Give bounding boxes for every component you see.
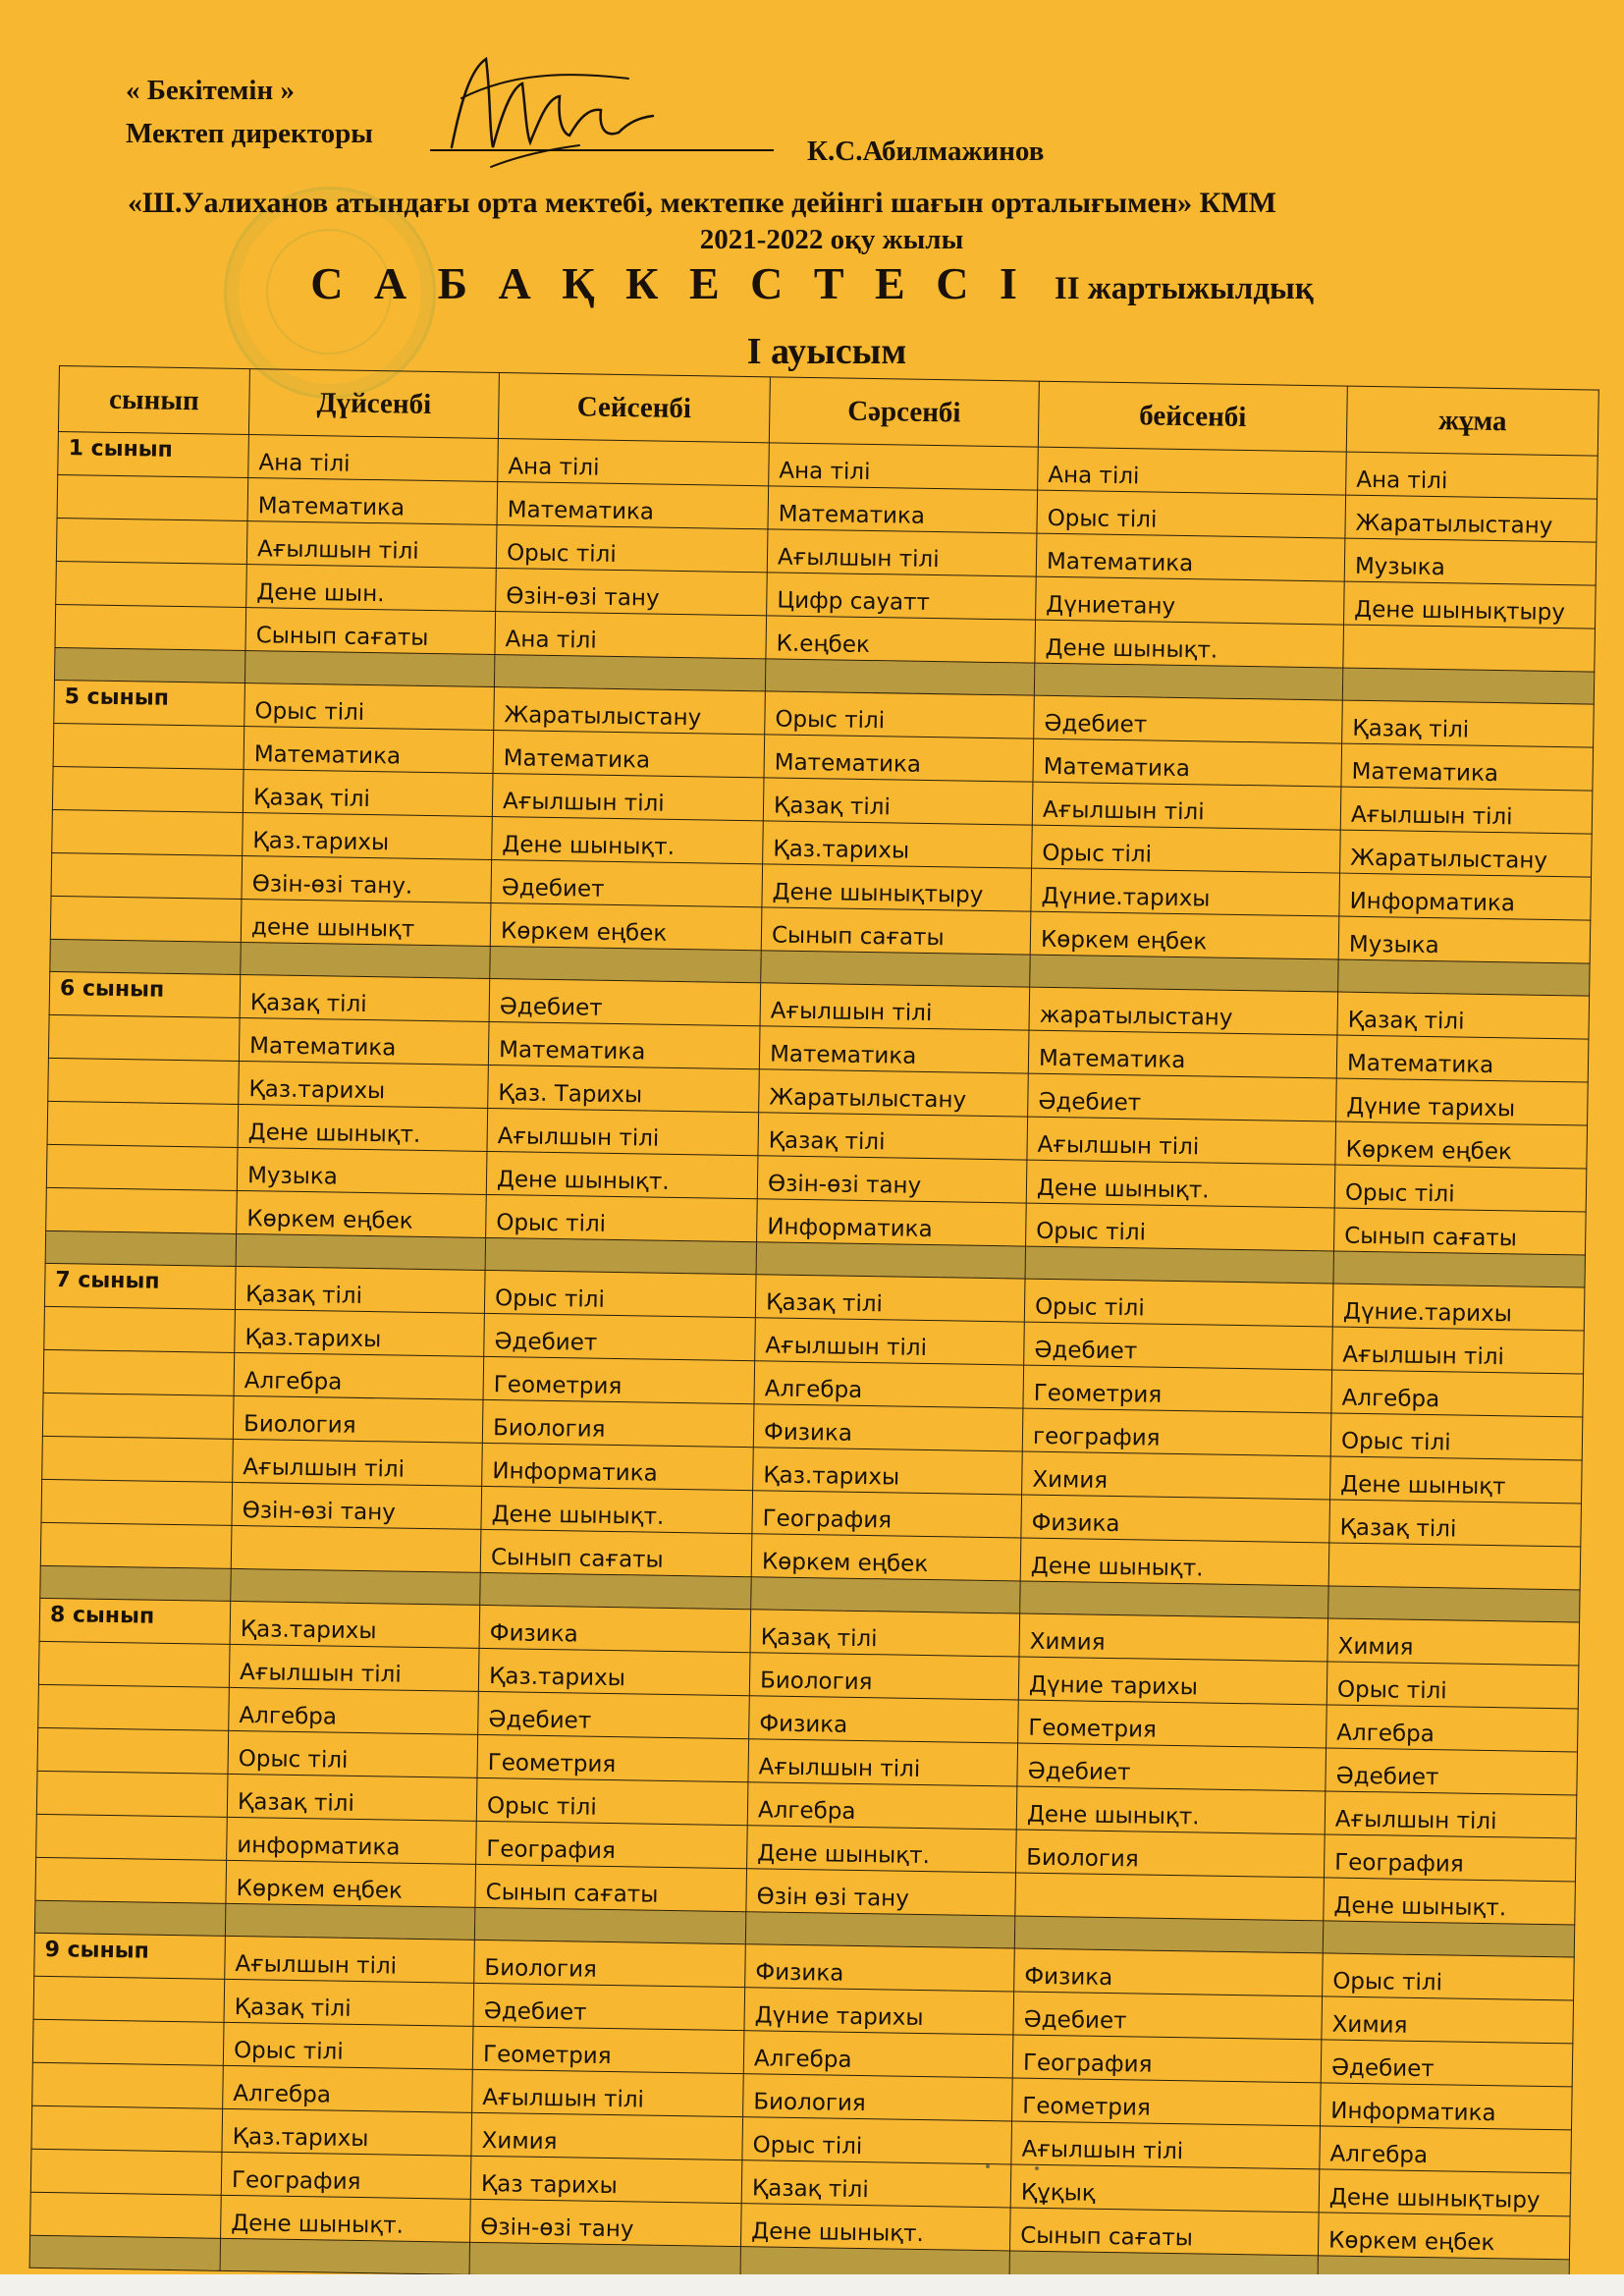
lesson-cell: Қазақ тілі <box>1342 700 1595 747</box>
class-cell <box>37 1727 229 1774</box>
lesson-cell: Физика <box>479 1605 751 1652</box>
lesson-cell: Ағылшын тілі <box>225 1936 475 1983</box>
lesson-cell: Әдебиет <box>1326 1748 1578 1795</box>
lesson-cell: Әдебиет <box>1321 2040 1573 2087</box>
lesson-cell <box>1343 625 1596 672</box>
lesson-cell: Алгебра <box>1331 1370 1584 1417</box>
lesson-cell: Физика <box>745 1944 1015 1992</box>
lesson-cell: Өзін-өзі тану <box>757 1156 1027 1203</box>
lesson-cell: Қазақ тілі <box>235 1266 485 1313</box>
class-cell <box>32 2019 224 2065</box>
lesson-cell: Орыс тілі <box>223 2022 473 2069</box>
lesson-cell: Жаратылыстану <box>759 1069 1029 1117</box>
lesson-cell: Цифр сауатт <box>767 573 1037 620</box>
lesson-cell: Дүниетану <box>1036 576 1345 625</box>
lesson-cell: Қазақ тілі <box>758 1113 1028 1160</box>
lesson-cell: Сынып сағаты <box>761 907 1031 955</box>
column-header-monday: Дүйсенбі <box>248 369 499 439</box>
class-label: 9 сынып <box>34 1933 226 1979</box>
lesson-cell: Жаратылыстану <box>1340 830 1593 877</box>
lesson-cell: Математика <box>493 730 765 777</box>
lesson-cell: Орыс тілі <box>1334 1165 1587 1212</box>
class-cell <box>57 474 248 520</box>
lesson-cell: Дүние тарихы <box>1018 1657 1327 1705</box>
lesson-cell: Орыс тілі <box>1323 1953 1575 2000</box>
lesson-cell: Жаратылыстану <box>1345 495 1597 542</box>
separator-cell <box>241 942 490 978</box>
lesson-cell: Дене шынықтыру <box>1319 2169 1571 2216</box>
lesson-cell: Дене шынықт. <box>1026 1160 1335 1208</box>
lesson-cell: Математика <box>768 486 1038 533</box>
lesson-cell: Ағылшын тілі <box>1032 782 1341 830</box>
column-header-tuesday: Сейсенбі <box>498 373 770 443</box>
lesson-cell: Дене шынықт <box>1330 1456 1583 1503</box>
lesson-cell: Дене шынықт. <box>1035 620 1344 668</box>
lesson-cell: Математика <box>488 1021 760 1068</box>
class-cell <box>35 1857 227 1903</box>
lesson-cell: Информатика <box>482 1443 754 1490</box>
lesson-cell: Математика <box>1033 738 1342 787</box>
lesson-cell: Информатика <box>757 1199 1027 1246</box>
lesson-cell: Қазақ тілі <box>1337 992 1590 1039</box>
lesson-cell: Көркем еңбек <box>1335 1121 1588 1169</box>
class-cell <box>42 1393 234 1439</box>
lesson-cell: Қазақ тілі <box>741 2160 1011 2208</box>
lesson-cell: Алгебра <box>754 1361 1024 1408</box>
scan-edge <box>0 2274 1624 2296</box>
lesson-cell: Қазақ тілі <box>763 778 1033 825</box>
lesson-cell: Әдебиет <box>1013 1992 1323 2040</box>
lesson-cell: Әдебиет <box>1017 1743 1326 1791</box>
lesson-cell: Қаз. Тарихы <box>488 1065 760 1112</box>
class-cell <box>53 723 244 769</box>
lesson-cell: Музыка <box>1338 916 1591 963</box>
lesson-cell: Биология <box>474 1940 746 1987</box>
lesson-cell: Қаз.тарихы <box>753 1448 1023 1495</box>
lesson-cell: Орыс тілі <box>1032 825 1341 873</box>
lesson-cell: Ағылшын тілі <box>229 1644 479 1691</box>
class-cell <box>52 766 244 812</box>
lesson-cell: Орыс тілі <box>484 1270 756 1317</box>
lesson-cell: Физика <box>1021 1495 1330 1543</box>
shift-label: І ауысым <box>746 331 907 372</box>
lesson-cell: Қаз.тарихы <box>478 1648 750 1695</box>
lesson-cell: Қаз.тарихы <box>235 1309 485 1356</box>
lesson-cell: Математика <box>497 482 769 529</box>
class-cell <box>38 1684 230 1730</box>
separator-cell <box>756 1242 1025 1279</box>
class-cell <box>55 604 246 650</box>
lesson-cell: Ана тілі <box>495 612 767 659</box>
class-cell <box>43 1349 235 1395</box>
lesson-cell: жаратылыстану <box>1029 987 1338 1035</box>
scan-speck <box>1035 2166 1039 2170</box>
lesson-cell: К.еңбек <box>766 616 1036 663</box>
lesson-cell: Химия <box>1322 1996 1574 2044</box>
column-header-wednesday: Сәрсенбі <box>769 377 1039 447</box>
lesson-cell: Математика <box>759 1026 1029 1073</box>
lesson-cell: Қазақ тілі <box>755 1275 1025 1322</box>
lesson-cell: Ағылшын тілі <box>1027 1117 1336 1165</box>
scan-speck <box>986 2164 990 2168</box>
lesson-cell: Математика <box>1336 1035 1589 1082</box>
lesson-cell: Дене шынықтыру <box>762 864 1032 911</box>
lesson-cell: Әдебиет <box>1024 1322 1333 1370</box>
lesson-cell: Ағылшын тілі <box>492 773 764 820</box>
lesson-cell <box>231 1525 481 1572</box>
separator-cell <box>494 655 765 691</box>
separator-cell <box>1030 955 1338 992</box>
separator-cell <box>54 647 244 683</box>
lesson-cell: Сынып сағаты <box>245 608 496 655</box>
lesson-cell: Биология <box>482 1399 754 1447</box>
lesson-cell: Дене шынықт. <box>481 1486 753 1533</box>
lesson-cell: Орыс тілі <box>1037 490 1346 538</box>
lesson-cell: География <box>1324 1834 1576 1882</box>
lesson-cell: География <box>476 1821 748 1868</box>
class-cell <box>48 1058 240 1104</box>
schedule-table <box>29 365 1599 2292</box>
separator-cell <box>29 2235 220 2270</box>
separator-cell <box>1342 668 1594 704</box>
lesson-cell: Ана тілі <box>248 435 499 482</box>
lesson-cell: Математика <box>244 727 494 774</box>
lesson-cell: Сынып сағаты <box>1333 1208 1586 1255</box>
separator-cell <box>244 651 494 687</box>
separator-cell <box>1328 1586 1580 1622</box>
class-cell <box>56 518 247 564</box>
lesson-cell: Дене шынықт. <box>486 1151 758 1198</box>
separator-cell <box>745 1912 1014 1948</box>
lesson-cell: Көркем еңбек <box>226 1860 476 1907</box>
lesson-cell: Алгебра <box>234 1352 484 1399</box>
schedule-body <box>29 431 1597 2291</box>
lesson-cell: Орыс тілі <box>1330 1413 1583 1460</box>
lesson-cell: Орыс тілі <box>486 1194 758 1241</box>
column-header-class: сынып <box>58 366 249 435</box>
lesson-cell: Дене шынықт. <box>492 816 764 863</box>
lesson-cell: Химия <box>471 2112 743 2159</box>
lesson-cell: Физика <box>753 1404 1023 1451</box>
lesson-cell: Ағылшын тілі <box>487 1108 759 1155</box>
lesson-cell <box>1328 1543 1581 1590</box>
lesson-cell: Ағылшын тілі <box>1325 1791 1577 1838</box>
lesson-cell: Ана тілі <box>498 439 770 486</box>
lesson-cell: Әдебиет <box>473 1983 745 2030</box>
separator-cell <box>40 1565 231 1601</box>
class-label: 1 сынып <box>58 431 249 477</box>
lesson-cell: Әдебиет <box>491 859 763 906</box>
class-cell <box>41 1479 233 1525</box>
lesson-cell: дене шынықт <box>241 899 491 946</box>
separator-cell <box>485 1237 756 1274</box>
class-cell <box>44 1306 236 1352</box>
lesson-cell: Қаз тарихы <box>470 2156 742 2203</box>
lesson-cell: Дене шынықт. <box>1020 1538 1329 1586</box>
separator-cell <box>220 2238 469 2274</box>
lesson-cell: Сынып сағаты <box>475 1864 747 1911</box>
separator-cell <box>1323 1921 1574 1957</box>
lesson-cell: Дене шынықт. <box>221 2195 471 2242</box>
separator-cell <box>490 946 761 982</box>
lesson-cell: Ана тілі <box>769 443 1039 490</box>
lesson-cell: Алгебра <box>223 2065 473 2112</box>
lesson-cell: Математика <box>1341 743 1594 791</box>
lesson-cell: Орыс тілі <box>742 2117 1012 2164</box>
lesson-cell: Көркем еңбек <box>751 1534 1021 1581</box>
lesson-cell: География <box>1012 2035 1322 2083</box>
lesson-cell: Ана тілі <box>1038 447 1347 495</box>
lesson-cell: Информатика <box>1320 2083 1572 2130</box>
separator-cell <box>225 1903 474 1940</box>
lesson-cell: Биология <box>233 1395 483 1443</box>
lesson-cell: Орыс тілі <box>476 1777 748 1825</box>
separator-cell <box>50 939 241 974</box>
separator-cell <box>474 1907 745 1943</box>
class-label: 5 сынып <box>54 680 245 726</box>
lesson-cell: Әдебиет <box>1034 695 1343 743</box>
lesson-cell: Орыс тілі <box>1026 1203 1335 1251</box>
lesson-cell: Ағылшын тілі <box>246 521 497 569</box>
separator-cell <box>231 1568 480 1605</box>
lesson-cell: Математика <box>764 735 1034 782</box>
lesson-cell: Математика <box>247 478 498 525</box>
lesson-cell: География <box>752 1491 1022 1538</box>
column-header-friday: жұма <box>1346 386 1598 456</box>
class-cell <box>40 1522 232 1568</box>
class-cell <box>56 561 247 607</box>
separator-cell <box>1034 663 1342 700</box>
separator-cell <box>480 1572 751 1609</box>
lesson-cell: Ағылшын тілі <box>233 1439 483 1486</box>
separator-cell <box>1020 1581 1328 1618</box>
lesson-cell: Алгебра <box>1326 1705 1579 1752</box>
lesson-cell: Ағылшын тілі <box>1011 2121 1321 2169</box>
lesson-cell: Геометрия <box>472 2026 744 2073</box>
lesson-cell: Геометрия <box>1012 2078 1322 2126</box>
class-label: 6 сынып <box>49 971 241 1017</box>
class-cell <box>30 2149 222 2195</box>
lesson-cell: Қаз.тарихы <box>243 812 493 859</box>
lesson-cell: Орыс тілі <box>244 683 495 731</box>
lesson-cell: Қаз.тарихы <box>239 1061 489 1108</box>
separator-cell <box>45 1230 236 1266</box>
separator-cell <box>1338 959 1590 996</box>
lesson-cell: Қаз.тарихы <box>222 2108 472 2156</box>
lesson-cell: Әдебиет <box>484 1313 756 1360</box>
lesson-cell: Қазақ тілі <box>750 1610 1020 1657</box>
approval-label: « Бекітемін » <box>126 75 295 106</box>
class-cell <box>32 2062 224 2108</box>
lesson-cell: Дене шынықт. <box>747 1826 1017 1873</box>
lesson-cell: Дүние.тарихы <box>1332 1284 1585 1331</box>
lesson-cell: Геометрия <box>1018 1700 1327 1748</box>
class-cell <box>52 809 244 855</box>
lesson-cell: Өзін-өзі тану <box>496 569 768 616</box>
lesson-cell: Өзін-өзі тану. <box>242 855 492 902</box>
class-cell <box>46 1144 238 1190</box>
class-cell <box>31 2105 223 2152</box>
director-name: К.С.Абилмажинов <box>807 136 1045 167</box>
column-header-thursday: бейсенбі <box>1038 381 1347 452</box>
lesson-cell: Қазақ тілі <box>224 1979 474 2026</box>
separator-cell <box>1014 1916 1323 1953</box>
lesson-cell: Ағылшын тілі <box>1340 787 1593 834</box>
lesson-cell: Дене шынықт. <box>740 2204 1010 2251</box>
lesson-cell: Математика <box>239 1017 489 1065</box>
lesson-cell: Көркем еңбек <box>1318 2213 1570 2260</box>
lesson-cell: Биология <box>743 2074 1013 2121</box>
lesson-cell: Химия <box>1327 1618 1580 1666</box>
lesson-cell: Информатика <box>1339 873 1592 920</box>
lesson-cell: Қазақ тілі <box>243 770 493 817</box>
lesson-cell: Алгебра <box>1320 2126 1572 2173</box>
lesson-cell: Алгебра <box>229 1687 479 1734</box>
lesson-cell: Ағылшын тілі <box>472 2069 744 2116</box>
lesson-cell: Геометрия <box>483 1356 755 1403</box>
lesson-cell: Қазақ тілі <box>1329 1500 1582 1547</box>
separator-cell <box>751 1577 1020 1613</box>
lesson-cell: Өзін-өзі тану <box>232 1482 482 1529</box>
lesson-cell: Дене шынықт. <box>1324 1878 1576 1925</box>
lesson-cell: Физика <box>749 1696 1019 1743</box>
class-label: 7 сынып <box>44 1263 236 1309</box>
lesson-cell: Геометрия <box>1023 1365 1332 1413</box>
separator-cell <box>1333 1251 1585 1287</box>
lesson-cell: Ағылшын тілі <box>748 1739 1018 1786</box>
lesson-cell: Дене шын. <box>246 565 497 612</box>
signature-line <box>430 149 774 151</box>
lesson-cell: Жаратылыстану <box>494 687 766 735</box>
lesson-cell: Қазақ тілі <box>240 974 490 1021</box>
class-cell <box>33 1976 225 2022</box>
separator-cell <box>761 951 1030 987</box>
lesson-cell: География <box>221 2152 471 2199</box>
lesson-cell: Сынып сағаты <box>480 1529 752 1576</box>
lesson-cell: Орыс тілі <box>496 525 768 573</box>
lesson-cell: Өзін-өзі тану <box>470 2199 742 2246</box>
lesson-cell: Қазақ тілі <box>227 1774 477 1821</box>
class-cell <box>50 896 242 942</box>
lesson-cell: Орыс тілі <box>228 1730 478 1777</box>
lesson-cell: Дүние тарихы <box>1336 1078 1589 1125</box>
separator-cell <box>1025 1246 1333 1284</box>
academic-year: 2021-2022 оқу жылы <box>699 224 964 255</box>
lesson-cell: Математика <box>1036 533 1345 581</box>
lesson-cell: Химия <box>1019 1613 1328 1662</box>
lesson-cell: география <box>1022 1408 1331 1456</box>
class-cell <box>36 1771 228 1817</box>
title-half-year: ІІ жартыжылдық <box>1054 271 1314 306</box>
lesson-cell: Физика <box>1014 1948 1324 1996</box>
lesson-cell: Құқық <box>1010 2164 1320 2213</box>
lesson-cell: Ағылшын тілі <box>755 1318 1025 1365</box>
class-cell <box>51 852 243 899</box>
lesson-cell: Музыка <box>237 1147 487 1194</box>
lesson-cell: Алгебра <box>743 2031 1013 2078</box>
lesson-cell: Қаз.тарихы <box>763 821 1033 868</box>
lesson-cell <box>1015 1873 1325 1921</box>
lesson-cell: Көркем еңбек <box>1030 911 1339 959</box>
lesson-cell: Дене шынықт. <box>1016 1786 1326 1834</box>
lesson-cell: Қаз.тарихы <box>230 1601 480 1648</box>
class-cell <box>30 2192 222 2238</box>
director-label: Мектеп директоры <box>126 118 373 149</box>
lesson-cell: Дүние.тарихы <box>1031 868 1340 916</box>
lesson-cell: Биология <box>1016 1830 1326 1878</box>
director-signature-icon <box>432 39 668 196</box>
title-main: С А Б А Қ К Е С Т Е С І <box>310 258 1027 308</box>
school-name: «Ш.Уалиханов атындағы орта мектебі, мектепке дейінгі шағын орталығымен» КММ <box>128 187 1276 219</box>
lesson-cell: Сынып сағаты <box>1009 2208 1319 2256</box>
lesson-cell: Ағылшын тілі <box>767 529 1037 576</box>
lesson-cell: Көркем еңбек <box>490 902 762 950</box>
lesson-cell: Музыка <box>1344 538 1597 585</box>
separator-cell <box>34 1900 225 1936</box>
lesson-cell: Дене шынықт. <box>238 1104 488 1151</box>
lesson-cell: Орыс тілі <box>1024 1279 1333 1327</box>
lesson-cell: Әдебиет <box>478 1691 750 1738</box>
lesson-cell: Дүние тарихы <box>744 1988 1014 2035</box>
class-cell <box>48 1014 240 1061</box>
class-cell <box>36 1814 228 1860</box>
class-cell <box>38 1641 230 1687</box>
separator-cell <box>236 1233 485 1270</box>
lesson-cell: информатика <box>227 1817 477 1864</box>
class-cell <box>46 1187 238 1233</box>
lesson-cell: Орыс тілі <box>1326 1662 1579 1709</box>
class-label: 8 сынып <box>39 1598 231 1644</box>
lesson-cell: Ана тілі <box>1346 452 1598 499</box>
lesson-cell: Химия <box>1022 1451 1331 1500</box>
lesson-cell: Әдебиет <box>489 978 761 1025</box>
lesson-cell: Өзін өзі тану <box>746 1869 1016 1916</box>
class-cell <box>42 1436 234 1482</box>
lesson-cell: Математика <box>1028 1030 1337 1078</box>
page-title <box>0 257 1624 309</box>
lesson-cell: Геометрия <box>477 1734 749 1781</box>
lesson-cell: Ағылшын тілі <box>760 983 1030 1030</box>
lesson-cell: Алгебра <box>747 1782 1017 1830</box>
lesson-cell: Биология <box>749 1653 1019 1700</box>
separator-cell <box>765 659 1034 695</box>
lesson-cell: Әдебиет <box>1028 1073 1337 1121</box>
lesson-cell: Дене шынықтыру <box>1344 581 1597 629</box>
lesson-cell: Орыс тілі <box>765 691 1035 738</box>
class-cell <box>47 1101 239 1147</box>
lesson-cell: Ағылшын тілі <box>1332 1327 1585 1374</box>
lesson-cell: Көркем еңбек <box>237 1190 487 1237</box>
